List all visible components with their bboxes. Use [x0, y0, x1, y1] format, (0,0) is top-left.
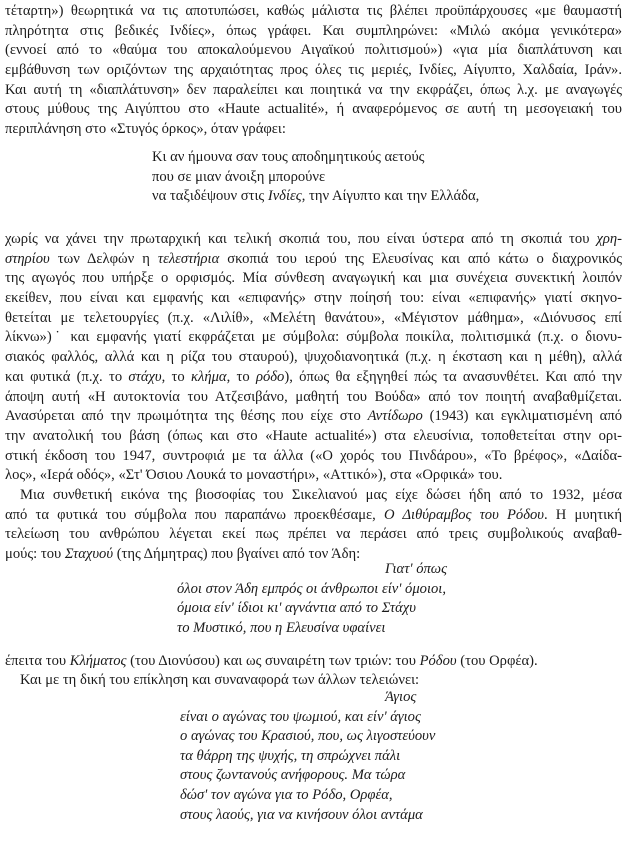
text-line: [5, 368, 622, 388]
poem-line: όμοια είν' ίδιοι κι' αγνάντια από το Στάχυ: [177, 600, 416, 617]
text-line: [5, 525, 622, 545]
text-line: [5, 486, 622, 506]
text-line: [5, 120, 622, 140]
text-segment: εκείθεν, που είναι και εμφανής και «επιφανής» στην ποίησή του: είναι «επιφανής» γιατί σκηνο-: [5, 290, 622, 307]
text-segment: , το: [226, 368, 256, 385]
text-segment: λος», «Ιερά οδός», «Στ' Όσιου Λουκά το μοναστήρι», «Αττικό»), στα «Ορφικά» του.: [5, 467, 503, 484]
poem-line: [152, 148, 479, 168]
poem-quote-stachy: [177, 560, 447, 638]
text-segment: . Η μυητική: [543, 506, 622, 523]
text-segment: λίκνω»)˙ και εμφανής γιατί εκφράζεται με σύμβολα: σύμβολα ποικίλα, πολιτισμικά (π.χ. ο διονυ-: [5, 329, 622, 346]
text-segment: της αγωγός που υπήρξε ο ορφισμός. Μία σύνθεση αναγωγική και μια συνέχεια συνεκτική λοιπόν: [5, 270, 622, 287]
text-segment: Και με τη δική του επίκληση και συναναφορά των άλλων τελειώνει:: [20, 672, 420, 688]
paragraph-klimatos: [5, 652, 622, 672]
text-segment: περιπλάνηση στο «Στυγός όρκος», όταν γράφει:: [5, 121, 286, 138]
italic-text-segment: στάχυ: [128, 368, 162, 385]
text-segment: και φυτικά (π.χ. το: [5, 368, 129, 385]
poem-line: τα θάρρη της ψυχής, τη σπρώχνει πάλι: [180, 747, 401, 764]
poem-line: όλοι στον Άδη εμπρός οι άνθρωποι είν' όμοιοι,: [177, 580, 446, 597]
text-line: [5, 348, 622, 368]
italic-text-segment: στηρίου: [5, 250, 50, 267]
paragraph-orphism: [5, 230, 622, 486]
poem-line-head: Άγιος: [385, 689, 417, 705]
text-line: [5, 407, 622, 427]
text-segment: (του Ορφέα).: [456, 653, 538, 669]
poem-line: στους λαούς, για να κινήσουν όλοι αντάμα: [180, 806, 423, 823]
text-segment: στική έκδοση του 1947, συντροφιά με τα άλλα («Ο χορός του Πινδάρου», «Το βρέφος», «Δαίδα-: [5, 447, 622, 464]
italic-text-segment: Σταχυού: [64, 546, 114, 563]
text-line: [5, 506, 622, 526]
text-segment: Ανασύρεται από την πρωιμότητα της θέσης που είχε στο: [5, 408, 368, 425]
text-line: [5, 22, 622, 42]
text-segment: έπειτα του: [5, 653, 70, 669]
text-line: [5, 427, 622, 447]
paragraph-intro: [5, 2, 622, 140]
text-segment: χωρίς να χάνει την πρωταρχική και τελική σκοπιά του, που είναι ύστερα από τη σκοπιά του: [5, 231, 597, 247]
text-segment: σκοπιά του ιερού της Ελευσίνας και από κάτω ο διαχρονικός: [219, 250, 622, 267]
text-line: [5, 388, 622, 408]
text-segment: θετείται με τελετουργίες (π.χ. «Λιλίθ», «Μελέτη θανάτου», «Μέγιστον μάθημα», «Διόνυσος επί: [5, 309, 622, 326]
text-segment: (του Διονύσου) και ως συναιρέτη των τριών: του: [126, 653, 420, 669]
poem-line: στους ζωντανούς ανήφορους. Μα τώρα: [180, 767, 406, 784]
text-segment: την ανατολική του βάση (όπως και στο «Haute actualité») στα ελευσίνια, τοποθετείται στην ορι-: [5, 427, 622, 444]
poem-line: [152, 187, 479, 207]
text-line: [5, 289, 622, 309]
text-segment: εμβάθυνση των οριζόντων της αρχαιότητας προς όλες τις μεριές, Ινδίες, Αίγυπτο, Χαλδαία, Ιράν».: [5, 62, 622, 79]
italic-text-segment: ρόδο: [255, 368, 285, 385]
text-segment: (εννοεί από το «θαύμα του αποκαλούμενου Αιγαϊκού πολιτισμού») «για μία διαπλάτυνση και: [5, 42, 622, 59]
poem-line: ο αγώνας του Κρασιού, που, ως λιγοστεύουν: [180, 728, 436, 745]
text-segment: μούς: του: [5, 546, 65, 563]
italic-text-segment: χρη-: [596, 231, 622, 247]
text-segment: Μια συνθετική εικόνα της βιοσοφίας του Σικελιανού μας είχε δώσει ήδη από το 1932, μέσα: [20, 487, 622, 503]
text-line: [5, 41, 622, 61]
text-segment: ), όπως θα εξηγηθεί πώς τα ανασυνθέτει. Και από την: [284, 368, 623, 385]
poem-quote-aetoi: [152, 148, 479, 207]
poem-quote-rodo: [180, 688, 435, 825]
text-segment: πληρότητα στις βεδικές Ινδίες», όπως γράφει. Και συμπληρώνει: «Μιλώ ακόμα γενικότερα»: [5, 22, 622, 39]
text-segment: (1943) και εγκλιματισμένη από: [422, 408, 622, 425]
paragraph-dithyramb: [5, 486, 622, 565]
text-line: [5, 2, 622, 22]
italic-text-segment: τελεστήρια: [157, 250, 220, 267]
text-line: [5, 100, 622, 120]
text-line: [5, 81, 622, 101]
italic-text-segment: Κλήματος: [69, 653, 127, 669]
text-line: [5, 652, 622, 672]
text-line: [5, 447, 622, 467]
text-segment: , το: [161, 368, 192, 385]
italic-text-segment: Ρόδου: [419, 653, 457, 669]
text-segment: των Δελφών η: [49, 250, 158, 267]
text-line: [5, 328, 622, 348]
italic-text-segment: Ο Διθύραμβος του Ρόδου: [384, 506, 544, 523]
text-segment: άποψη αυτή «Η αυτοκτονία του Ατζεσιβάνο, μαθητή του Βούδα» από τον ποιητή αναβαθμίζεται.: [5, 388, 622, 405]
poem-line-head: Γιατ' όπως: [385, 561, 448, 577]
text-line: [5, 269, 622, 289]
poem-line: το Μυστικό, που η Ελευσίνα υφαίνει: [177, 619, 386, 636]
text-line: [5, 230, 622, 250]
poem-line: δώσ' τον αγώνα για το Ρόδο, Ορφέα,: [180, 786, 393, 803]
text-line: [5, 466, 622, 486]
text-segment: να ταξιδέψουν στις: [152, 188, 268, 205]
text-segment: στους μύθους της Αιγύπτου στο «Haute actualité», ή αναφερόμενος σε αυτή τη μεσογειακή του: [5, 101, 622, 118]
text-line: [5, 61, 622, 81]
poem-line: είναι ο αγώνας του ψωμιού, και είν' άγιος: [180, 708, 421, 725]
poem-line: [152, 168, 479, 188]
text-segment: Και αυτή τη «διαπλάτυνση» δεν παραλείπει και ποιητικά να την εκφράζει, όπως λ.χ. με αναγωγές: [5, 81, 622, 98]
italic-text-segment: Αντίδωρο: [367, 408, 423, 425]
text-segment: σιακός φαλλός, αλλά και η ρίζα του σταυρού), ψυχοδιανοητικά (π.χ. η έκσταση και η μέθη), αλλά: [5, 349, 622, 366]
text-segment: που σε μιαν άνοιξη μπορούνε: [152, 168, 326, 185]
text-line: [5, 309, 622, 329]
text-segment: τελείωση του ανθρώπου λέγεται εκεί πως πρέπει να περάσει από τρεις συμβολικούς αναβαθ-: [5, 526, 622, 543]
italic-text-segment: κλήμα: [191, 368, 227, 385]
text-segment: , την Αίγυπτο και την Ελλάδα,: [301, 188, 480, 205]
italic-text-segment: Ινδίες: [267, 188, 302, 205]
text-segment: τέταρτη») θεωρητικά να τις αποτυπώσει, καθώς μάλιστα τις βλέπει προϋπάρχουσες «με θαυμαστή: [5, 3, 622, 19]
text-segment: από τα φυτικά του σύμβολα που παραπάνω προεκθέσαμε,: [5, 506, 384, 523]
text-segment: Κι αν ήμουνα σαν τους αποδημητικούς αετούς: [152, 149, 425, 165]
text-segment: (της Δήμητρας) που βγαίνει από τον Άδη:: [113, 546, 361, 563]
text-line: [5, 250, 622, 270]
